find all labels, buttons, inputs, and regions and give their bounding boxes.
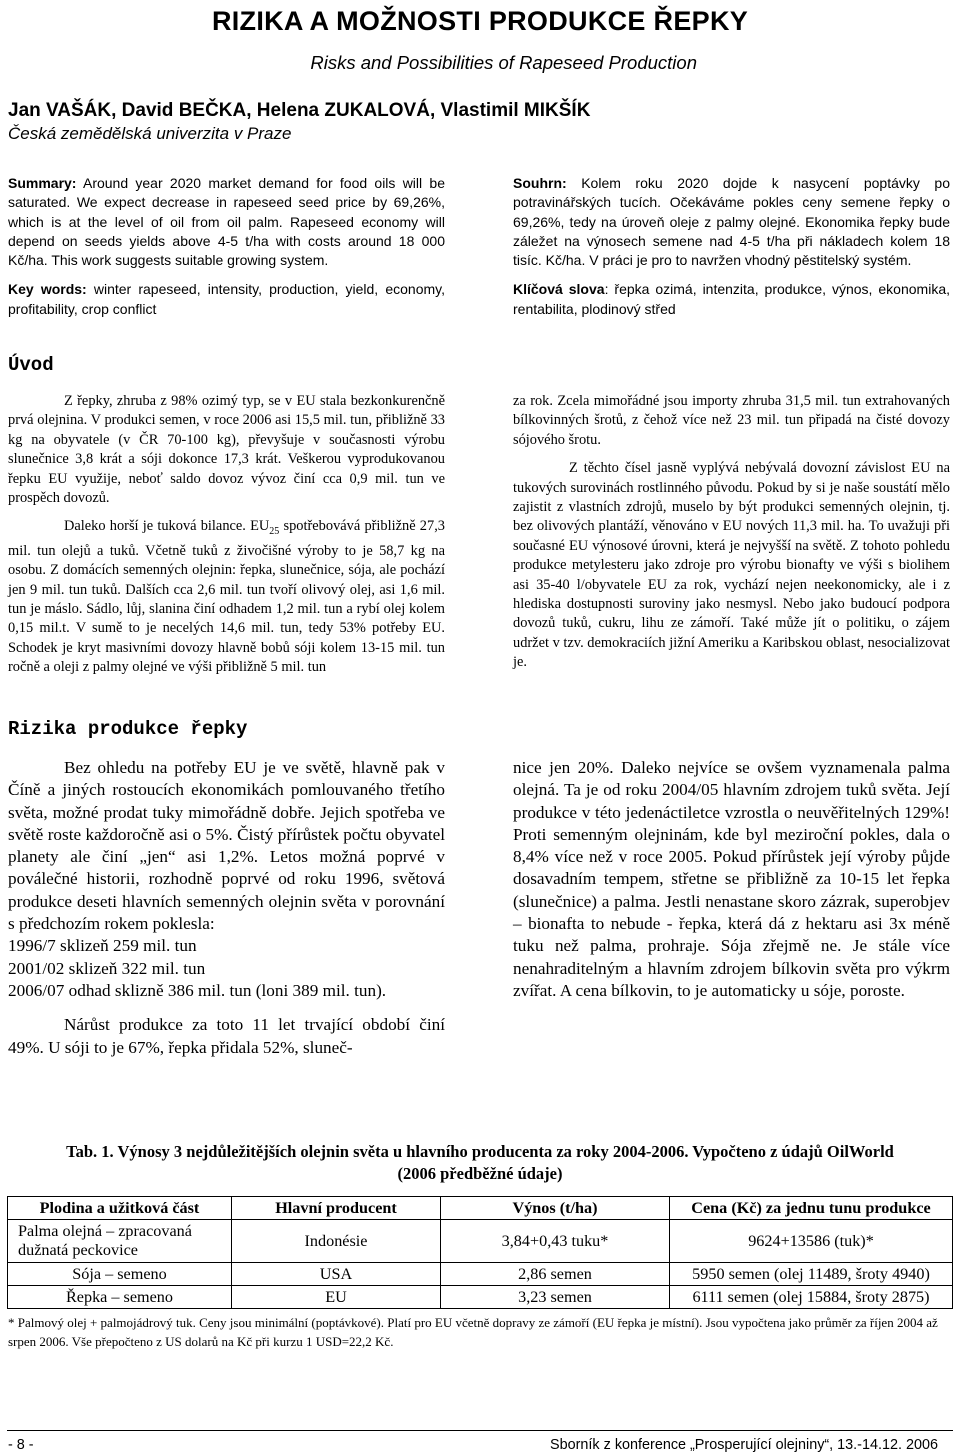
rizika-right-column: [513, 757, 950, 1002]
table-cell: 2,86 semen: [441, 1263, 670, 1286]
abstract-english: [8, 174, 445, 319]
paragraph: Z těchto čísel jasně vyplývá nebývalá dovozní závislost EU na tukových surovinách rostlinného původu. Pokud by si je naše soustátí mělo zajistit z vlastních zdrojů, muselo by být produkci semenných olejnin, tj. bez olivových plantáží, věnováno v EU nových 11,3 mil. ha. To uvažuji při současné EU výnosové úrovni, která je nejvyšší na světě. Z tohoto pohledu produkce metylesteru jako zdroje pro výrobu bionafty ve výši s biolihem asi 35-40 l/obyvatele EU za rok, vychází nejen neekonomicky, ale i z hlediska dostupnosti suroviny jako nesmysl. Nebo jako budoucí podpora dovozů tuků, cukru, lihu ze zámoří. Také může jít o politiku, o zájem udržet v tzv. demokraciích jižní Ameriku a Karibskou oblast, nesocializovat je.: [513, 460, 950, 671]
journal-citation: Sborník z konference „Prosperující olejniny“, 13.-14.12. 2006: [550, 1437, 938, 1453]
summary-cz-label: Souhrn:: [513, 175, 567, 191]
summary-cz: [513, 174, 950, 270]
table-header-row: [8, 1197, 953, 1220]
table-row: [8, 1220, 953, 1263]
table-cell: USA: [232, 1263, 441, 1286]
summary-en: [8, 174, 445, 270]
table-caption: Tab. 1. Výnosy 3 nejdůležitějších olejnin světa u hlavního producenta za roky 2004-2006. Vypočteno z údajů OilWorld (2006 předběžné údaje): [66, 1142, 894, 1183]
table-cell: EU: [232, 1286, 441, 1309]
text-run: Daleko horší je tuková bilance. EU: [64, 518, 270, 535]
section-heading-rizika: Rizika produkce řepky: [8, 718, 248, 740]
uvod-left-column: [8, 392, 445, 678]
page-number: - 8 -: [8, 1437, 34, 1453]
paragraph: Nárůst produkce za toto 11 let trvající období činí 49%. U sóji to je 67%, řepka přidala 52%, sluneč-: [8, 1015, 445, 1057]
summary-en-text: Around year 2020 market demand for food oils will be saturated. We expect decrease in rapeseed seed price by 69,26%, which is at the level of oil from oil palm. Rapeseed economy will depend on seeds yields above 4-5 t/ha with costs around 18 000 Kč/ha. This work suggests suitable growing system.: [8, 175, 445, 269]
table-cell: 9624+13586 (tuk)*: [670, 1220, 953, 1263]
table-cell: Sója – semeno: [8, 1263, 232, 1286]
paper-subtitle: Risks and Possibilities of Rapeseed Production: [310, 52, 697, 73]
table-header-cell: Plodina a užitková část: [8, 1197, 232, 1220]
table-cell: 3,23 semen: [441, 1286, 670, 1309]
rizika-left-column: [8, 757, 445, 1059]
uvod-right-column: [513, 392, 950, 673]
keywords-en: [8, 280, 445, 319]
paragraph: Z řepky, zhruba z 98% ozimý typ, se v EU stala bezkonkurenčně prvá olejnina. V produkci semen, v roce 2006 asi 15,5 mil. tun, přibližně 33 kg na obyvatele (v ČR 70-100 kg), převyšuje v současnosti výrobu slunečnice 3,8 krát a sóji dokonce 17,3 krát. Veškerou vyprodukovanou řepku EU využije, neboť saldo dovoz vývoz činí cca 0,9 mil. tun ve prospěch dovozů.: [8, 393, 445, 507]
footer-rule: [7, 1430, 953, 1431]
keywords-cz-text: : řepka ozimá, intenzita, produkce, výnos, ekonomika, rentabilita, plodinový střed: [513, 281, 950, 317]
table-row: [8, 1263, 953, 1286]
data-line: 2001/02 sklizeň 322 mil. tun: [8, 958, 206, 978]
authors: Jan VAŠÁK, David BEČKA, Helena ZUKALOVÁ, Vlastimil MIKŠÍK: [8, 100, 591, 121]
paragraph: nice jen 20%. Daleko nejvíce se ovšem vyznamenala palma olejná. Ta je od roku 2004/05 hlavním zdrojem tuků světa. Její produkce v této jedenáctiletce vzrostla o neuvěřitelných 129%! Proti semenným olejninám, kde byl meziroční pokles, dala o 8,4% více než v roce 2005. Pokud přírůstek její výroby půjde dosavadním tempem, střetne se přibližně za 10-15 let řepka (slunečnice) a palma. Jestli nenastane skoro zázrak, superobjev – bionafta to nebude - řepka, která dá z hektaru asi 3x méně tuku než palma, prohraje. Sója zřejmě ne. Je stále více nenahraditelným a hlavním zdrojem bílkovin světa pro výkrm zvířat. A cena bílkovin, to je automaticky u sóje, poroste.: [513, 758, 950, 1000]
summary-en-label: Summary:: [8, 175, 77, 191]
table-cell: 5950 semen (olej 11489, šroty 4940): [670, 1263, 953, 1286]
table-cell: 6111 semen (olej 15884, šroty 2875): [670, 1286, 953, 1309]
table-row: [8, 1286, 953, 1309]
section-heading-uvod: Úvod: [8, 354, 54, 376]
data-line: 1996/7 sklizeň 259 mil. tun: [8, 936, 197, 956]
affiliation: Česká zemědělská univerzita v Praze: [8, 124, 292, 143]
table-cell: Indonésie: [232, 1220, 441, 1263]
paragraph: [8, 517, 445, 677]
keywords-en-text: winter rapeseed, intensity, production, yield, economy, profitability, crop conflict: [8, 281, 445, 317]
abstract-czech: [513, 174, 950, 319]
table-cell: 3,84+0,43 tuku*: [441, 1220, 670, 1263]
text-run: spotřebovává přibližně 27,3 mil. tun olejů a tuků. Včetně tuků z živočišné výroby to je 58,7 kg na osobu. Z domácích semenných olejnin: řepka, slunečnice, sója, ale pochází jen 9 mil. tun tuků. Dalších cca 2,6 mil. tun tvoří olivový olej, asi 1,6 mil. tun je máslo. Sádlo, lůj, slanina činí odhadem 1,2 mil. tun a rybí olej kolem 0,15 mil.t. V sumě to je necelých 14,6 mil. tun, tedy 53% potřeby EU. Schodek je kryt masivními dovozy hlavně bobů sóji kolem 13-15 mil. tun ročně a oleji z palmy olejné ve výši přibližně 5 mil. tun: [8, 518, 445, 676]
paragraph: Bez ohledu na potřeby EU je ve světě, hlavně pak v Číně a jiných rostoucích ekonomikách pomlouvaného třetího světa, možné prodat tuky mimořádně dobře. Jejich spotřeba ve světě roste každoročně asi o 5%. Čistý přírůstek počtu obyvatel planety ale činí „jen“ asi 1,2%. Letos možná poprvé v poválečné historii, rozhodně poprvé od roku 1996, světová produkce deseti hlavních semenných olejnin světa v porovnání s předchozím rokem poklesla:: [8, 758, 445, 934]
keywords-cz-label: Klíčová slova: [513, 281, 605, 298]
keywords-en-label: Key words:: [8, 281, 87, 298]
paragraph: za rok. Zcela mimořádné jsou importy zhruba 31,5 mil. tun extrahovaných bílkovinných šrotů, z čehož více než 23 mil. tun připadá na čisté dovozy sójového šrotu.: [513, 393, 950, 448]
paper-title: RIZIKA A MOŽNOSTI PRODUKCE ŘEPKY: [211, 6, 749, 36]
table-header-cell: Hlavní producent: [232, 1197, 441, 1220]
table-cell: Palma olejná – zpracovaná dužnatá peckovice: [8, 1220, 232, 1263]
table-header-cell: Cena (Kč) za jednu tunu produkce: [670, 1197, 953, 1220]
subscript: 25: [269, 526, 280, 538]
data-line: 2006/07 odhad sklizně 386 mil. tun (loni 389 mil. tun).: [8, 980, 387, 1000]
table-header-cell: Výnos (t/ha): [441, 1197, 670, 1220]
yield-table: [7, 1196, 953, 1309]
keywords-cz: [513, 280, 950, 319]
summary-cz-text: Kolem roku 2020 dojde k nasycení poptávky po potravinářských tucích. Očekáváme pokles ceny semene řepky o 69,26%, tedy na úroveň oleje z palmy olejné. Ekonomika řepky bude záležet na výnosech semene nad 4-5 t/ha při nákladech kolem 18 tisíc. Kč/ha. V práci je pro to navržen vhodný pěstitelský systém.: [513, 175, 950, 269]
table-note: * Palmový olej + palmojádrový tuk. Ceny jsou minimální (poptávkové). Platí pro EU včetně dopravy ze zámoří (EU řepka je místní). Jsou vypočtena jako průměr za říjen 2004 až srpen 2006. Vše přepočteno z US dolarů na Kč při kurzu 1 USD=22,2 Kč.: [8, 1315, 938, 1349]
table-cell: Řepka – semeno: [8, 1286, 232, 1309]
